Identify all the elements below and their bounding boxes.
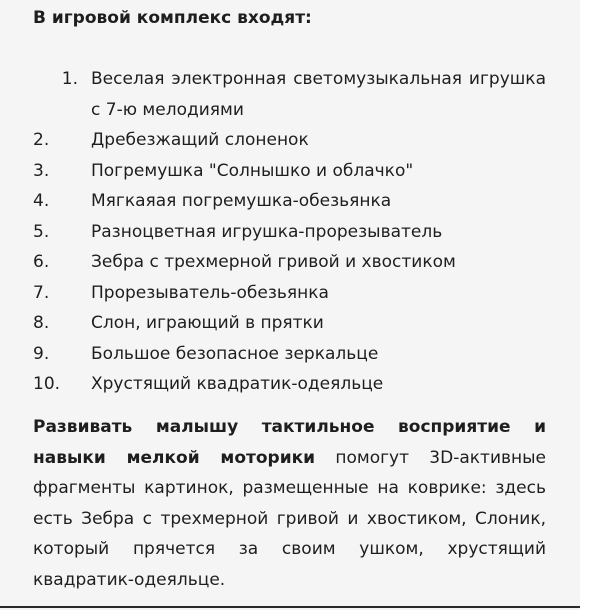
list-item-text: Погремушка "Солнышко и облачко" [91,160,414,181]
list-item-text: Разноцветная игрушка-прорезыватель [91,221,443,242]
list-item-text: Большое безопасное зеркальце [91,343,379,364]
list-item [33,339,546,370]
list-item [33,125,546,156]
section-heading: В игровой комплекс входят: [33,8,312,28]
list-item-text: Слон, играющий в прятки [91,313,324,333]
list-item-number: 5. [33,221,50,242]
list-item-number: 3. [33,160,50,181]
paragraph-bold-lead: Развивать малышу тактильное восприятие и навыки мелкой моторики [33,417,546,468]
list-item-number: 10. [33,374,61,394]
list-item [33,278,546,309]
list-item [33,217,546,248]
list-item [33,369,546,400]
list-item-text: Мягкаяая погремушка-обезьянка [91,191,392,211]
list-item [33,247,546,278]
list-item-number: 9. [33,343,50,364]
list-item [33,156,546,187]
list-item-text: Зебра с трехмерной гривой и хвостиком [91,252,456,272]
list-item-number: 6. [33,252,50,272]
list-item-text: Хрустящий квадратик-одеяльце [91,374,384,394]
list-item-number: 1. [61,69,78,89]
list-item [33,186,546,217]
description-paragraph [33,412,546,595]
list-item-number: 4. [33,191,50,211]
list-item-number: 7. [33,282,50,303]
right-margin [580,0,600,612]
list-item-text: Веселая электронная светомузыкальная игрушка с 7-ю мелодиями [91,69,546,120]
list-item [33,64,546,125]
list-item-number: 2. [33,130,50,150]
toy-list [33,64,546,400]
paragraph-rest: помогут 3D-активные фрагменты картинок, размещенные на коврике: здесь есть Зебра с трехмерной гривой и хвостиком, Слоник, который прячется за своим ушком, хрустящий квадратик-одеяльце. [33,447,547,590]
bottom-divider [0,606,580,608]
list-item-number: 8. [33,313,50,333]
list-item [33,308,546,339]
list-item-text: Прорезыватель-обезьянка [91,282,329,303]
list-item-text: Дребезжащий слоненок [91,130,309,150]
